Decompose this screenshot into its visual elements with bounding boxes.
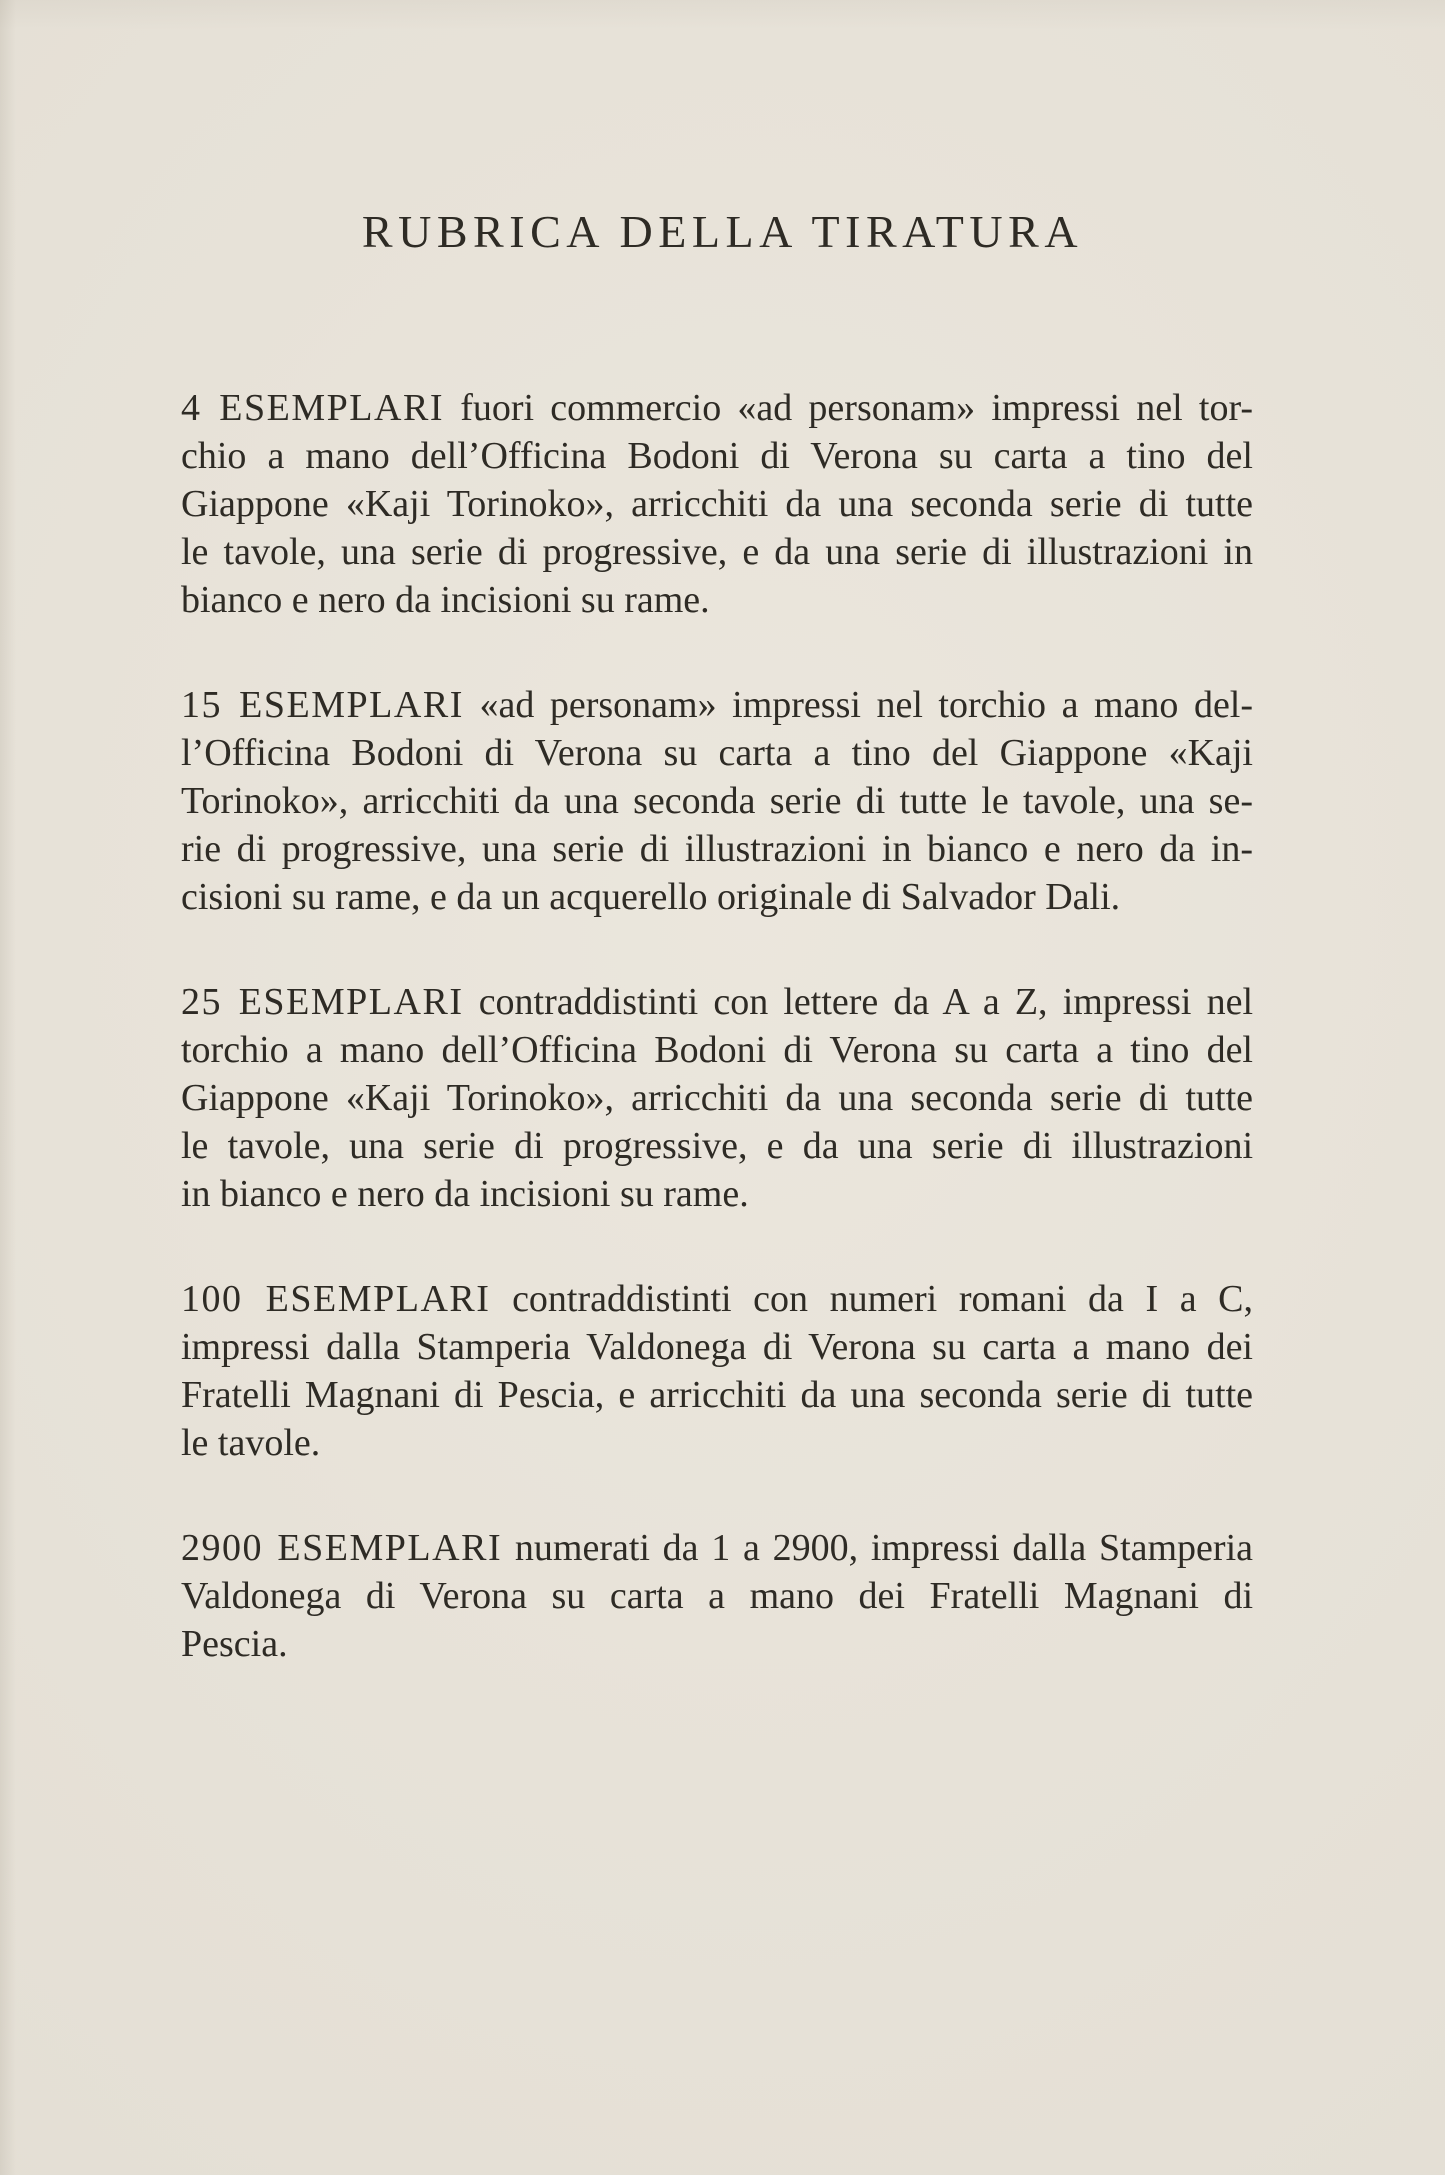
text-line xyxy=(181,1275,1253,1323)
text-line: cisioni su rame, e da un acquerello originale di Salvador Dali. xyxy=(181,876,1121,918)
edition-count-label: 25 ESEMPLARI xyxy=(181,981,464,1023)
text-line xyxy=(181,1524,1253,1572)
edition-paragraph-100 xyxy=(181,1275,1253,1467)
text-line-rest: fuori commercio «ad personam» impressi nel tor- xyxy=(460,387,1253,429)
edition-count-label: 4 ESEMPLARI xyxy=(181,387,445,429)
text-line-rest: numerati da 1 a 2900, impressi dalla Stamperia xyxy=(514,1527,1253,1569)
text-line xyxy=(181,384,1253,432)
text-line: torchio a mano dell’Officina Bodoni di Verona su carta a tino del xyxy=(181,1029,1253,1071)
text-line xyxy=(181,978,1253,1026)
text-line: rie di progressive, una serie di illustrazioni in bianco e nero da in- xyxy=(181,828,1253,870)
page-title: RUBRICA DELLA TIRATURA xyxy=(361,206,1084,257)
text-line-rest: contraddistinti con numeri romani da I a C, xyxy=(512,1278,1253,1320)
edition-paragraph-15 xyxy=(181,681,1253,921)
text-line: Fratelli Magnani di Pescia, e arricchiti da una seconda serie di tutte xyxy=(181,1374,1253,1416)
edition-paragraph-4 xyxy=(181,384,1253,624)
edition-count-label: 2900 ESEMPLARI xyxy=(181,1527,503,1569)
text-line: bianco e nero da incisioni su rame. xyxy=(181,579,710,621)
text-line: in bianco e nero da incisioni su rame. xyxy=(181,1173,749,1215)
text-line: le tavole. xyxy=(181,1422,321,1464)
text-line: le tavole, una serie di progressive, e da una serie di illustrazioni in xyxy=(181,531,1253,573)
text-line: le tavole, una serie di progressive, e da una serie di illustrazioni xyxy=(181,1125,1253,1167)
text-line: Giappone «Kaji Torinoko», arricchiti da una seconda serie di tutte xyxy=(181,483,1253,525)
edition-count-label: 100 ESEMPLARI xyxy=(181,1278,491,1320)
text-line: l’Officina Bodoni di Verona su carta a tino del Giappone «Kaji xyxy=(181,732,1253,774)
text-line: impressi dalla Stamperia Valdonega di Verona su carta a mano dei xyxy=(181,1326,1253,1368)
text-line-rest: contraddistinti con lettere da A a Z, impressi nel xyxy=(478,981,1253,1023)
text-line: Torinoko», arricchiti da una seconda serie di tutte le tavole, una se- xyxy=(181,780,1253,822)
text-line: Pescia. xyxy=(181,1623,288,1665)
text-line: Valdonega di Verona su carta a mano dei Fratelli Magnani di xyxy=(181,1575,1253,1617)
edition-count-label: 15 ESEMPLARI xyxy=(181,684,464,726)
text-line xyxy=(181,681,1253,729)
text-line: chio a mano dell’Officina Bodoni di Verona su carta a tino del xyxy=(181,435,1253,477)
edition-paragraph-2900 xyxy=(181,1524,1253,1668)
text-line-rest: «ad personam» impressi nel torchio a mano del- xyxy=(479,684,1253,726)
edition-paragraph-25 xyxy=(181,978,1253,1218)
text-line: Giappone «Kaji Torinoko», arricchiti da una seconda serie di tutte xyxy=(181,1077,1253,1119)
colophon-text xyxy=(181,384,1253,1725)
